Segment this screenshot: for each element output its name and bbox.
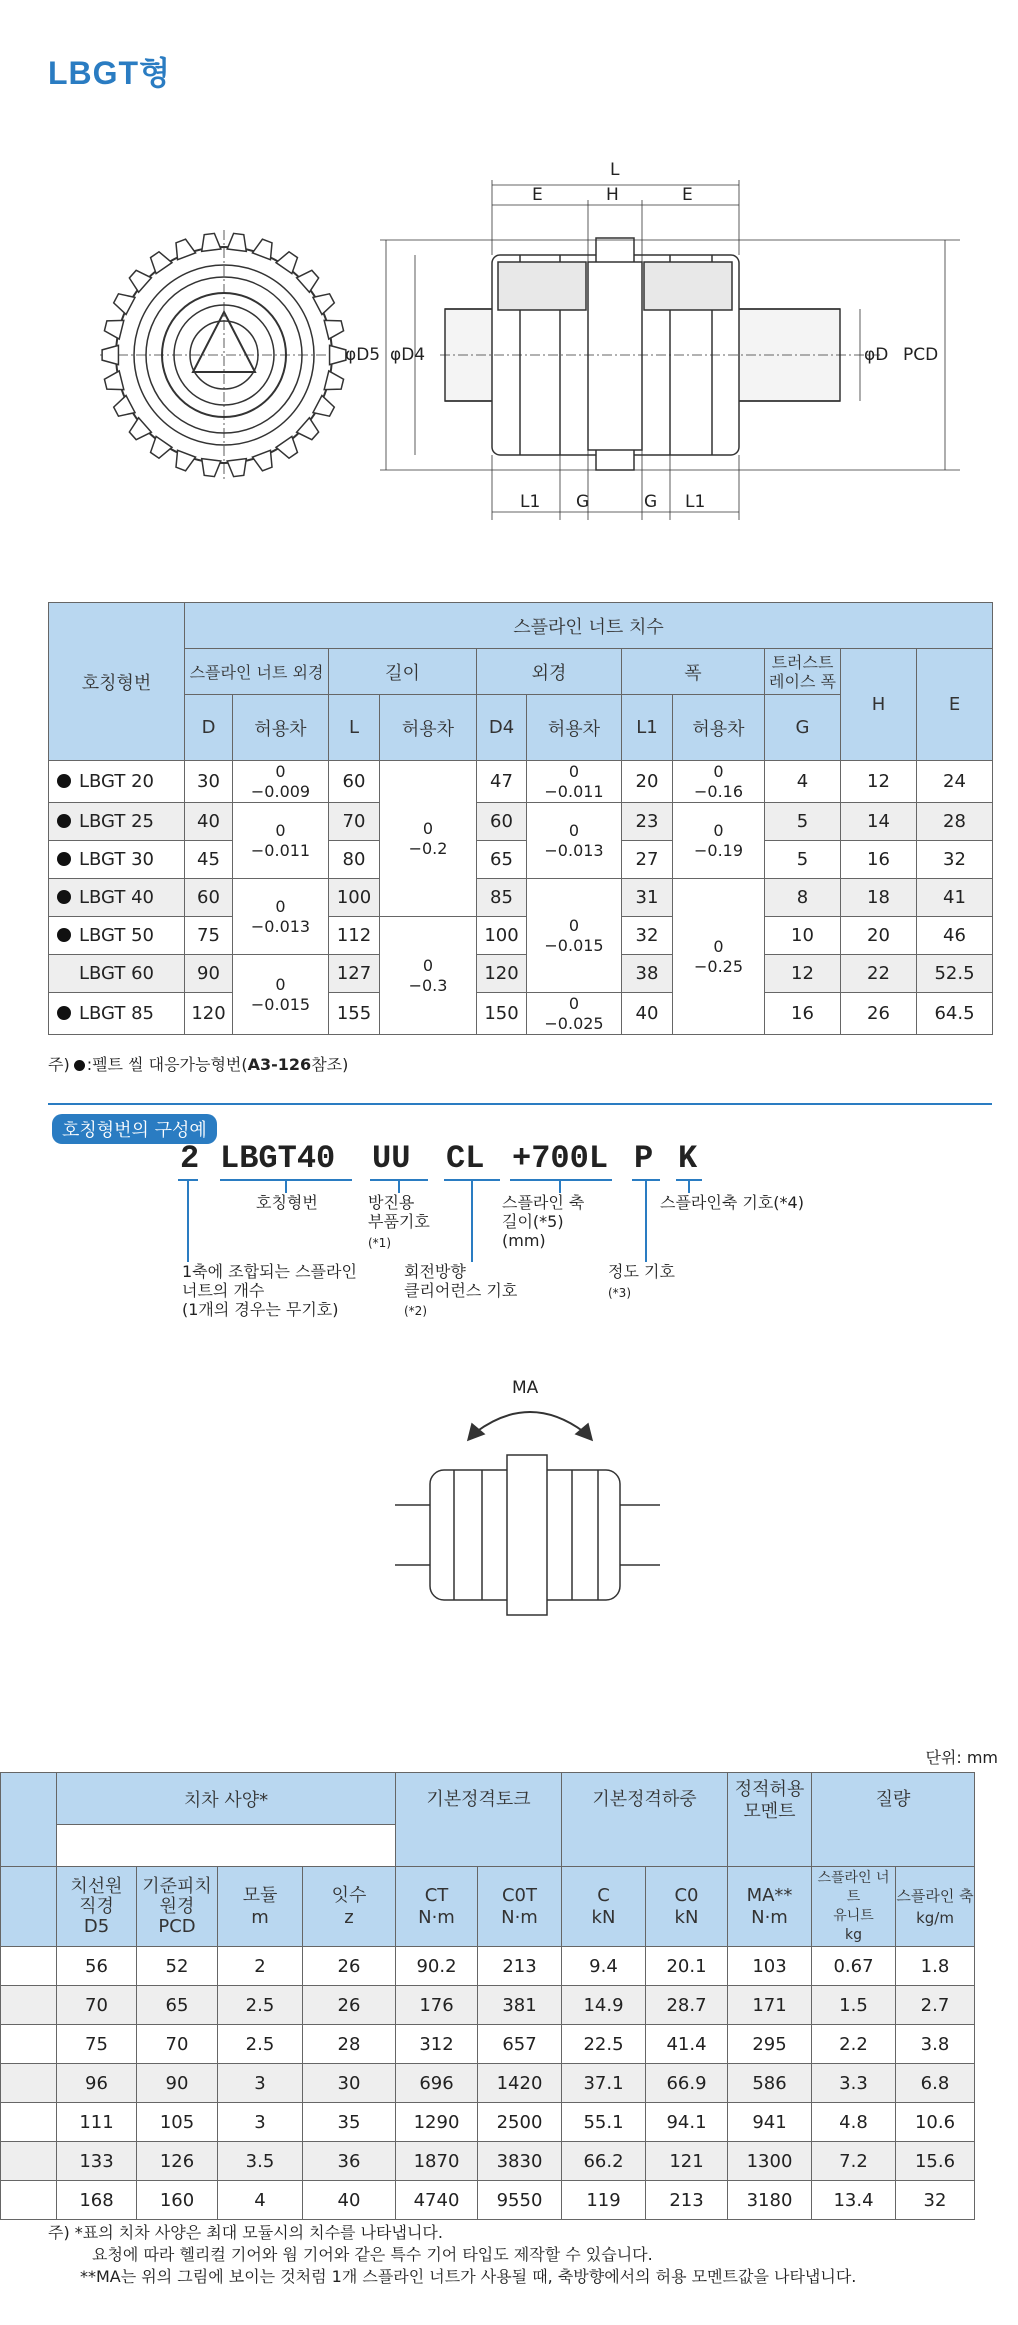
- technical-drawing: [0, 140, 1018, 680]
- tol-L1: 0 −0.19: [673, 803, 765, 879]
- model-cell: LBGT 25: [49, 803, 185, 841]
- gear-tooth: [227, 233, 246, 251]
- label-length: 스플라인 축 길이(*5) (mm): [502, 1193, 585, 1250]
- cell-D: 45: [185, 841, 233, 879]
- tol-D: 0 −0.009: [233, 761, 329, 803]
- gear-spec-table: [0, 1772, 975, 2220]
- table-cell: 65: [137, 1986, 218, 2025]
- table-cell: 3.3: [812, 2064, 896, 2103]
- table-cell: 103: [728, 1947, 812, 1986]
- table-cell: 1300: [728, 2142, 812, 2181]
- col-tol4: 허용차: [673, 695, 765, 761]
- dim-D4: φD4: [390, 345, 426, 365]
- felt-seal-dot: [57, 928, 71, 942]
- model-cell: LBGT 20: [49, 761, 185, 803]
- model-cell: LBGT 85: [49, 993, 185, 1035]
- tol-L: 0 −0.3: [380, 917, 477, 1035]
- cell-H: 22: [841, 955, 917, 993]
- header-moment: 정적허용 모멘트: [728, 1773, 812, 1867]
- gear-tooth: [297, 418, 319, 440]
- table-cell: 126: [137, 2142, 218, 2181]
- row-lead-cell: [1, 2064, 57, 2103]
- felt-seal-dot: [57, 890, 71, 904]
- col-tol3: 허용차: [527, 695, 622, 761]
- sub-width: 폭: [622, 649, 765, 695]
- table-cell: 105: [137, 2103, 218, 2142]
- cell-L: 112: [329, 917, 380, 955]
- table-cell: 28.7: [646, 1986, 728, 2025]
- cell-D4: 85: [477, 879, 527, 917]
- gear-tooth: [151, 436, 172, 458]
- section-divider: [48, 1103, 992, 1105]
- table-cell: 3: [218, 2064, 303, 2103]
- model-cell: LBGT 50: [49, 917, 185, 955]
- table-cell: 90.2: [396, 1947, 478, 1986]
- cell-G: 16: [765, 993, 841, 1035]
- cell-L1: 27: [622, 841, 673, 879]
- table-cell: 40: [303, 2181, 396, 2220]
- sub-outer: 스플라인 너트 외경: [185, 649, 329, 695]
- col-D4: D4: [477, 695, 527, 761]
- tol-D4: 0 −0.025: [527, 993, 622, 1035]
- gear-tooth: [324, 371, 343, 390]
- cell-E: 52.5: [917, 955, 993, 993]
- tol-L1: 0 −0.16: [673, 761, 765, 803]
- gear-tooth: [176, 450, 196, 471]
- table-cell: 941: [728, 2103, 812, 2142]
- table-cell: 381: [478, 1986, 562, 2025]
- gear-tooth: [252, 239, 272, 260]
- table-cell: 168: [57, 2181, 137, 2220]
- cell-E: 28: [917, 803, 993, 841]
- model-cell: LBGT 40: [49, 879, 185, 917]
- gear-tooth: [114, 396, 135, 417]
- table-cell: 171: [728, 1986, 812, 2025]
- table-row: [1, 2181, 975, 2220]
- dim-H: H: [606, 185, 619, 205]
- label-seal-note: (*1): [368, 1236, 391, 1250]
- cell-G: 4: [765, 761, 841, 803]
- table-row: [49, 803, 993, 841]
- dim-PCD: PCD: [903, 345, 939, 365]
- label-model: 호칭형번: [256, 1193, 318, 1212]
- cell-D: 90: [185, 955, 233, 993]
- table-cell: 35: [303, 2103, 396, 2142]
- group-header: 스플라인 너트 치수: [185, 603, 993, 649]
- table-cell: 2.7: [896, 1986, 975, 2025]
- gear-tooth: [227, 459, 246, 477]
- header-gear: 치차 사양*: [57, 1773, 396, 1825]
- table-row: [1, 2142, 975, 2181]
- table-cell: 66.9: [646, 2064, 728, 2103]
- header-mass: 질량: [812, 1773, 975, 1867]
- col-L1: L1: [622, 695, 673, 761]
- felt-seal-dot: [57, 814, 71, 828]
- table-cell: 2: [218, 1947, 303, 1986]
- table-cell: 13.4: [812, 2181, 896, 2220]
- cell-H: 26: [841, 993, 917, 1035]
- cell-G: 12: [765, 955, 841, 993]
- table-cell: 41.4: [646, 2025, 728, 2064]
- table-cell: 4740: [396, 2181, 478, 2220]
- cell-D4: 47: [477, 761, 527, 803]
- table-cell: 15.6: [896, 2142, 975, 2181]
- table-cell: 90: [137, 2064, 218, 2103]
- gear-tooth: [176, 239, 196, 260]
- label-count: 1축에 조합되는 스플라인 너트의 개수 (1개의 경우는 무기호): [182, 1262, 357, 1319]
- spline-nut-dimension-table: [48, 602, 993, 1035]
- row-lead-cell: [1, 2103, 57, 2142]
- cell-L1: 40: [622, 993, 673, 1035]
- sub-od: 외경: [477, 649, 622, 695]
- dim-E-right: E: [682, 185, 693, 205]
- table-cell: 26: [303, 1947, 396, 1986]
- sub-length: 길이: [329, 649, 477, 695]
- left-header-sub: [1, 1867, 57, 1947]
- row-lead-cell: [1, 1986, 57, 2025]
- table-cell: 4.8: [812, 2103, 896, 2142]
- left-header: [1, 1773, 57, 1867]
- cell-D4: 150: [477, 993, 527, 1035]
- note-line-2: 요청에 따라 헬리컬 기어와 웜 기어와 같은 특수 기어 타입도 제작할 수 있습니다.: [92, 2245, 653, 2264]
- felt-seal-dot: [57, 1006, 71, 1020]
- row-lead-cell: [1, 1947, 57, 1986]
- label-accuracy-note: (*3): [608, 1286, 631, 1300]
- table-cell: 32: [896, 2181, 975, 2220]
- col-z: 잇수 z: [303, 1867, 396, 1947]
- table-cell: 3.8: [896, 2025, 975, 2064]
- cell-E: 24: [917, 761, 993, 803]
- table-cell: 1870: [396, 2142, 478, 2181]
- cell-G: 5: [765, 841, 841, 879]
- header-load: 기본정격하중: [562, 1773, 728, 1867]
- col-ct: CT N·m: [396, 1867, 478, 1947]
- table-cell: 1420: [478, 2064, 562, 2103]
- model-cell: LBGT 60: [49, 955, 185, 993]
- dim-L1-left: L1: [520, 492, 541, 512]
- gear-tooth: [324, 320, 343, 339]
- code-length: +700L: [512, 1140, 609, 1177]
- col-H: H: [841, 649, 917, 761]
- table-cell: 94.1: [646, 2103, 728, 2142]
- table-cell: 37.1: [562, 2064, 646, 2103]
- table-cell: 121: [646, 2142, 728, 2181]
- col-L: L: [329, 695, 380, 761]
- table-cell: 3.5: [218, 2142, 303, 2181]
- table-cell: 1.8: [896, 1947, 975, 1986]
- cell-H: 12: [841, 761, 917, 803]
- table-cell: 119: [562, 2181, 646, 2220]
- row-lead-cell: [1, 2181, 57, 2220]
- cell-L1: 20: [622, 761, 673, 803]
- tol-D: 0 −0.015: [233, 955, 329, 1035]
- page-title: LBGT형: [48, 55, 172, 91]
- tol-L1: 0 −0.25: [673, 879, 765, 1035]
- table-row: [1, 2025, 975, 2064]
- table-cell: 75: [57, 2025, 137, 2064]
- tol-D: 0 −0.011: [233, 803, 329, 879]
- table-cell: 66.2: [562, 2142, 646, 2181]
- table-cell: 111: [57, 2103, 137, 2142]
- cell-D: 60: [185, 879, 233, 917]
- col-shaft-mass: 스플라인 축 kg/m: [896, 1867, 975, 1947]
- cell-D4: 65: [477, 841, 527, 879]
- col-E: E: [917, 649, 993, 761]
- table-cell: 9.4: [562, 1947, 646, 1986]
- gear-tooth: [297, 270, 319, 292]
- cell-L1: 32: [622, 917, 673, 955]
- cell-D: 40: [185, 803, 233, 841]
- table-cell: 3: [218, 2103, 303, 2142]
- cell-L: 127: [329, 955, 380, 993]
- table-cell: 657: [478, 2025, 562, 2064]
- cell-D: 120: [185, 993, 233, 1035]
- table-row: [1, 1986, 975, 2025]
- code-model: LBGT40: [220, 1140, 336, 1177]
- gear-tooth: [202, 459, 221, 477]
- table-cell: 586: [728, 2064, 812, 2103]
- cell-D: 75: [185, 917, 233, 955]
- gear-tooth: [104, 371, 123, 390]
- table-cell: 20.1: [646, 1947, 728, 1986]
- table-cell: 213: [478, 1947, 562, 1986]
- cell-G: 5: [765, 803, 841, 841]
- felt-seal-dot: [57, 852, 71, 866]
- label-clearance: 회전방향 클리어런스 기호: [404, 1262, 518, 1300]
- tol-D4: 0 −0.013: [527, 803, 622, 879]
- dim-E-left: E: [532, 185, 543, 205]
- gear-tooth: [276, 436, 297, 458]
- dim-D5: φD5: [345, 345, 381, 365]
- tol-D4: 0 −0.011: [527, 761, 622, 803]
- table1-note: 주) :펠트 씰 대응가능형번(A3-126참조): [48, 1055, 349, 1074]
- table-cell: 96: [57, 2064, 137, 2103]
- code-seal: UU: [372, 1140, 411, 1177]
- gear-tooth: [252, 450, 272, 471]
- cell-L1: 38: [622, 955, 673, 993]
- table-cell: 55.1: [562, 2103, 646, 2142]
- note-line-1: 주) *표의 치차 사양은 최대 모듈시의 치수를 나타냅니다.: [48, 2223, 443, 2242]
- table-cell: 1.5: [812, 1986, 896, 2025]
- col-m: 모듈 m: [218, 1867, 303, 1947]
- cell-G: 10: [765, 917, 841, 955]
- table-cell: 0.67: [812, 1947, 896, 1986]
- cell-L: 80: [329, 841, 380, 879]
- dim-G-left: G: [576, 492, 590, 512]
- gear-tooth: [313, 294, 334, 315]
- table-row: [49, 841, 993, 879]
- table-cell: 6.8: [896, 2064, 975, 2103]
- gear-tooth: [313, 396, 334, 417]
- table-cell: 9550: [478, 2181, 562, 2220]
- header-torque: 기본정격토크: [396, 1773, 562, 1867]
- table-cell: 10.6: [896, 2103, 975, 2142]
- cell-L1: 31: [622, 879, 673, 917]
- cell-H: 14: [841, 803, 917, 841]
- cell-D4: 100: [477, 917, 527, 955]
- col-tol2: 허용차: [380, 695, 477, 761]
- row-lead-cell: [1, 2025, 57, 2064]
- label-seal: 방진용 부품기호: [368, 1193, 430, 1231]
- col-ma: MA** N·m: [728, 1867, 812, 1947]
- col-nut-mass: 스플라인 너트 유니트 kg: [812, 1867, 896, 1947]
- col-tol1: 허용차: [233, 695, 329, 761]
- table-cell: 3180: [728, 2181, 812, 2220]
- col-c0: C0 kN: [646, 1867, 728, 1947]
- cell-D4: 120: [477, 955, 527, 993]
- table-row: [1, 2103, 975, 2142]
- table-cell: 133: [57, 2142, 137, 2181]
- cell-E: 64.5: [917, 993, 993, 1035]
- table-cell: 52: [137, 1947, 218, 1986]
- cell-H: 16: [841, 841, 917, 879]
- cell-H: 18: [841, 879, 917, 917]
- table-cell: 28: [303, 2025, 396, 2064]
- cell-L: 100: [329, 879, 380, 917]
- gear-front-view: [100, 230, 348, 480]
- tol-D: 0 −0.013: [233, 879, 329, 955]
- col-G: G: [765, 695, 841, 761]
- model-cell: LBGT 30: [49, 841, 185, 879]
- gear-tooth: [330, 345, 346, 364]
- table-cell: 176: [396, 1986, 478, 2025]
- col-c0t: C0T N·m: [478, 1867, 562, 1947]
- table2-notes: [48, 2222, 857, 2288]
- col-D: D: [185, 695, 233, 761]
- table-cell: 7.2: [812, 2142, 896, 2181]
- table-cell: 160: [137, 2181, 218, 2220]
- moment-diagram: [0, 1370, 1018, 1670]
- table-cell: 36: [303, 2142, 396, 2181]
- table-row: [49, 917, 993, 955]
- dim-L1-right: L1: [685, 492, 706, 512]
- table-cell: 4: [218, 2181, 303, 2220]
- table-cell: 295: [728, 2025, 812, 2064]
- cell-D4: 60: [477, 803, 527, 841]
- col-c: C kN: [562, 1867, 646, 1947]
- table-cell: 70: [57, 1986, 137, 2025]
- table-cell: 2.5: [218, 2025, 303, 2064]
- cell-G: 8: [765, 879, 841, 917]
- ma-label: MA: [512, 1378, 539, 1398]
- table-cell: 696: [396, 2064, 478, 2103]
- label-accuracy: 정도 기호: [608, 1262, 675, 1281]
- table-row: [1, 2064, 975, 2103]
- tol-D4: 0 −0.015: [527, 879, 622, 993]
- table-row: [49, 955, 993, 993]
- gear-tooth: [102, 345, 118, 364]
- code-accuracy: P: [634, 1140, 654, 1177]
- table-cell: 22.5: [562, 2025, 646, 2064]
- table-row: [49, 761, 993, 803]
- tol-L: 0 −0.2: [380, 761, 477, 917]
- cell-L: 155: [329, 993, 380, 1035]
- table-row: [1, 1947, 975, 1986]
- table-cell: 26: [303, 1986, 396, 2025]
- note-line-3: **MA는 위의 그림에 보이는 것처럼 1개 스플라인 너트가 사용될 때, 축방향에서의 허용 모멘트값을 나타냅니다.: [80, 2267, 857, 2286]
- gear-tooth: [202, 233, 221, 251]
- gear-tooth: [276, 252, 297, 274]
- dim-L: L: [610, 160, 620, 180]
- col-pcd: 기준피치 원경 PCD: [137, 1867, 218, 1947]
- unit-label: 단위: mm: [925, 1748, 998, 1767]
- sub-thrust: 트러스트 레이스 폭: [765, 649, 841, 695]
- table-row: [49, 879, 993, 917]
- table-cell: 30: [303, 2064, 396, 2103]
- gear-tooth: [114, 294, 135, 315]
- dim-D: φD: [864, 345, 889, 365]
- table-row: [49, 993, 993, 1035]
- gear-tooth: [104, 320, 123, 339]
- col-d5: 치선원 직경 D5: [57, 1867, 137, 1947]
- table-cell: 56: [57, 1947, 137, 1986]
- cell-E: 32: [917, 841, 993, 879]
- cell-E: 41: [917, 879, 993, 917]
- table-cell: 1290: [396, 2103, 478, 2142]
- section-badge: 호칭형번의 구성예: [52, 1114, 217, 1144]
- cell-L1: 23: [622, 803, 673, 841]
- code-clearance: CL: [446, 1140, 485, 1177]
- model-header: 호칭형번: [49, 603, 185, 761]
- table-cell: 312: [396, 2025, 478, 2064]
- label-shaft: 스플라인축 기호(*4): [660, 1193, 804, 1212]
- cell-D: 30: [185, 761, 233, 803]
- cell-E: 46: [917, 917, 993, 955]
- code-shaft: K: [678, 1140, 698, 1177]
- cell-L: 60: [329, 761, 380, 803]
- table-cell: 14.9: [562, 1986, 646, 2025]
- code-count: 2: [180, 1140, 200, 1177]
- table-cell: 70: [137, 2025, 218, 2064]
- gear-tooth: [129, 270, 151, 292]
- table-cell: 2.5: [218, 1986, 303, 2025]
- cell-H: 20: [841, 917, 917, 955]
- gear-tooth: [129, 418, 151, 440]
- table-cell: 213: [646, 2181, 728, 2220]
- gear-tooth: [151, 252, 172, 274]
- table-cell: 3830: [478, 2142, 562, 2181]
- dim-G-right: G: [644, 492, 658, 512]
- table-cell: 2500: [478, 2103, 562, 2142]
- cell-L: 70: [329, 803, 380, 841]
- label-clearance-note: (*2): [404, 1304, 427, 1318]
- table-cell: 2.2: [812, 2025, 896, 2064]
- row-lead-cell: [1, 2142, 57, 2181]
- felt-seal-dot: [57, 774, 71, 788]
